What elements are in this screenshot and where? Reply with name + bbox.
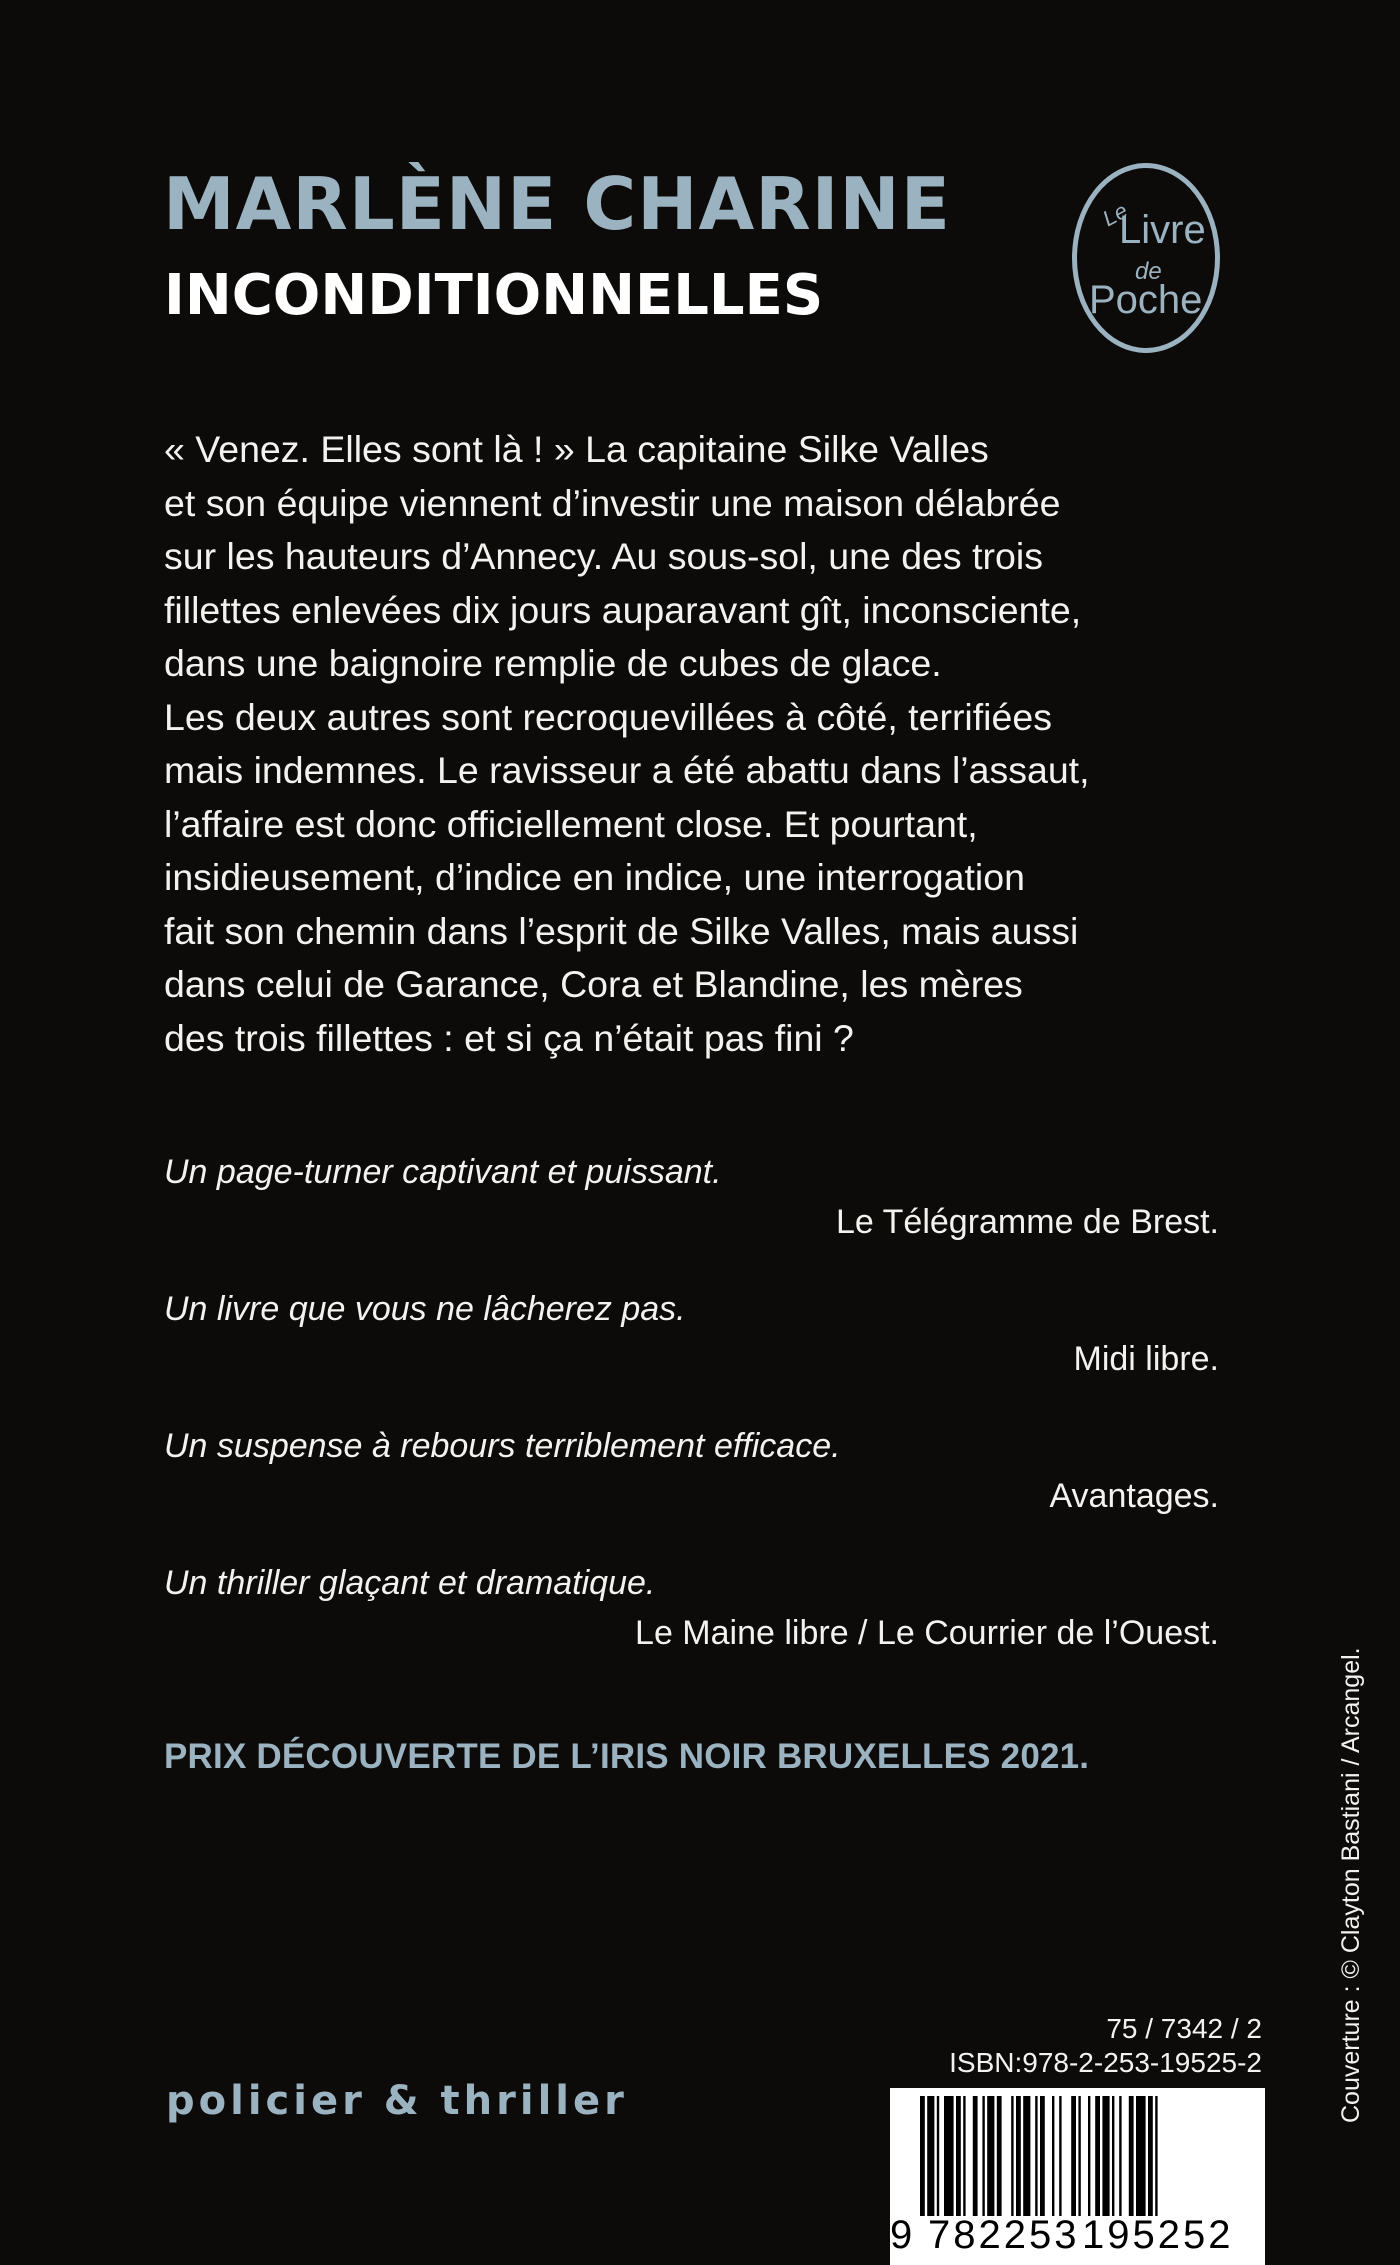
blurb-line: fillettes enlevées dix jours auparavant gît, inconsciente,: [164, 588, 1082, 631]
publisher-logo: [1072, 163, 1220, 353]
blurb-line: l’affaire est donc officiellement close. Et pourtant,: [164, 802, 978, 845]
logo-line-le: Le: [1098, 197, 1132, 232]
barcode-digit-first: 9: [890, 2213, 913, 2257]
catalog-code: 75 / 7342 / 2: [1106, 2013, 1262, 2044]
cover-credit: Couverture : © Clayton Bastiani / Arcangel.: [1337, 1647, 1365, 2123]
prize-award: PRIX DÉCOUVERTE DE L’IRIS NOIR BRUXELLES 2021.: [164, 1737, 1090, 1776]
blurb-line: des trois fillettes : et si ça n’était pas fini ?: [164, 1016, 854, 1059]
quote-text: Un thriller glaçant et dramatique.: [164, 1564, 656, 1602]
quote-source: Le Télégramme de Brest.: [836, 1203, 1219, 1241]
blurb-line: sur les hauteurs d’Annecy. Au sous-sol, une des trois: [164, 535, 1043, 577]
barcode-digits-right: 195252: [1082, 2213, 1234, 2257]
logo-line-livre: Livre: [1119, 208, 1206, 252]
blurb-line: et son équipe viennent d’investir une maison délabrée: [164, 481, 1061, 524]
book-title: INCONDITIONNELLES: [164, 263, 824, 328]
blurb-line: dans une baignoire remplie de cubes de glace.: [164, 642, 942, 684]
blurb: [164, 423, 1224, 1065]
logo-line-poche: Poche: [1089, 278, 1203, 322]
quote-source: Midi libre.: [1073, 1340, 1219, 1378]
quote-text: Un suspense à rebours terriblement efficace.: [164, 1427, 841, 1465]
press-quotes: [164, 1147, 1219, 1695]
blurb-line: dans celui de Garance, Cora et Blandine, les mères: [164, 963, 1023, 1005]
barcode-bars: [920, 2096, 1240, 2216]
logo-line-de: de: [1135, 258, 1162, 285]
barcode: [890, 2088, 1265, 2265]
blurb-line: mais indemnes. Le ravisseur a été abattu dans l’assaut,: [164, 749, 1090, 791]
press-quote: [164, 1147, 1219, 1284]
author-name: MARLÈNE CHARINE: [163, 162, 951, 246]
blurb-line: Les deux autres sont recroquevillées à côté, terrifiées: [164, 695, 1052, 738]
quote-source: Le Maine libre / Le Courrier de l’Ouest.: [635, 1614, 1219, 1652]
quote-text: Un livre que vous ne lâcherez pas.: [164, 1290, 686, 1328]
press-quote: [164, 1284, 1219, 1421]
press-quote: [164, 1421, 1219, 1558]
collection-label: policier & thriller: [166, 2078, 628, 2124]
blurb-line: « Venez. Elles sont là ! » La capitaine Silke Valles: [164, 428, 989, 470]
quote-source: Avantages.: [1049, 1477, 1219, 1515]
isbn-label: ISBN:978-2-253-19525-2: [949, 2047, 1262, 2078]
blurb-line: fait son chemin dans l’esprit de Silke Valles, mais aussi: [164, 909, 1079, 952]
blurb-line: insidieusement, d’indice en indice, une interrogation: [164, 856, 1025, 898]
press-quote: [164, 1558, 1219, 1695]
quote-text: Un page-turner captivant et puissant.: [164, 1153, 722, 1191]
barcode-digits-left: 782253: [928, 2213, 1080, 2257]
